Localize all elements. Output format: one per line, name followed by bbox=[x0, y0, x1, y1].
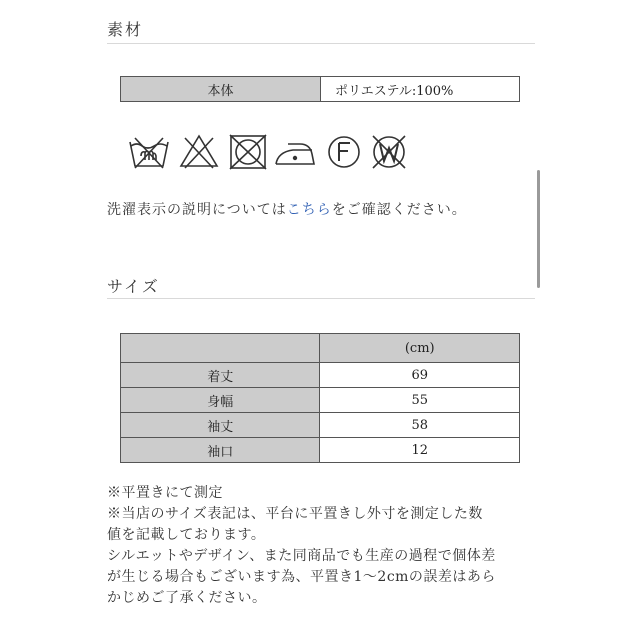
size-label: 袖丈 bbox=[121, 413, 320, 438]
size-label: 身幅 bbox=[121, 388, 320, 413]
size-section-title: サイズ bbox=[107, 277, 160, 296]
iron-low-icon bbox=[273, 130, 317, 174]
material-divider bbox=[107, 43, 535, 44]
size-row bbox=[121, 363, 520, 388]
note-line: かじめご了承ください。 bbox=[107, 590, 267, 606]
no-wet-clean-icon bbox=[367, 130, 411, 174]
care-icons bbox=[127, 130, 427, 174]
dry-clean-f-icon bbox=[322, 130, 366, 174]
hand-wash-icon bbox=[127, 130, 171, 174]
note-line: ※当店のサイズ表記は、平台に平置きし外寸を測定した数 bbox=[107, 506, 483, 522]
material-section-title: 素材 bbox=[107, 20, 144, 39]
material-row bbox=[121, 77, 520, 102]
care-note-text: 洗濯表示の説明については bbox=[107, 202, 287, 218]
note-line: が生じる場合もございます為、平置き1〜2cmの誤差はあら bbox=[107, 569, 496, 585]
no-bleach-icon bbox=[177, 130, 221, 174]
material-table bbox=[120, 76, 520, 102]
care-note-text-after: をご確認ください。 bbox=[331, 202, 467, 218]
note-line: シルエットやデザイン、また同商品でも生産の過程で個体差 bbox=[107, 548, 496, 564]
size-label: 袖口 bbox=[121, 438, 320, 463]
material-value: ポリエステル:100% bbox=[321, 77, 520, 102]
note-line: ※平置きにて測定 bbox=[107, 485, 223, 501]
size-value: 58 bbox=[320, 413, 520, 438]
material-label: 本体 bbox=[121, 77, 321, 102]
size-notes bbox=[107, 483, 527, 609]
care-note-link[interactable]: こちら bbox=[286, 202, 332, 218]
size-unit-row bbox=[121, 334, 520, 363]
size-divider bbox=[107, 298, 535, 299]
size-value: 12 bbox=[320, 438, 520, 463]
size-header-blank bbox=[121, 334, 320, 363]
size-table bbox=[120, 333, 520, 463]
size-row bbox=[121, 438, 520, 463]
size-value: 55 bbox=[320, 388, 520, 413]
size-label: 着丈 bbox=[121, 363, 320, 388]
size-unit: (cm) bbox=[320, 334, 520, 363]
care-note bbox=[107, 199, 467, 219]
size-row bbox=[121, 388, 520, 413]
size-row bbox=[121, 413, 520, 438]
note-line: 値を記載しております。 bbox=[107, 527, 266, 543]
size-value: 69 bbox=[320, 363, 520, 388]
no-tumble-dry-icon bbox=[226, 130, 270, 174]
scrollbar[interactable] bbox=[537, 170, 540, 288]
